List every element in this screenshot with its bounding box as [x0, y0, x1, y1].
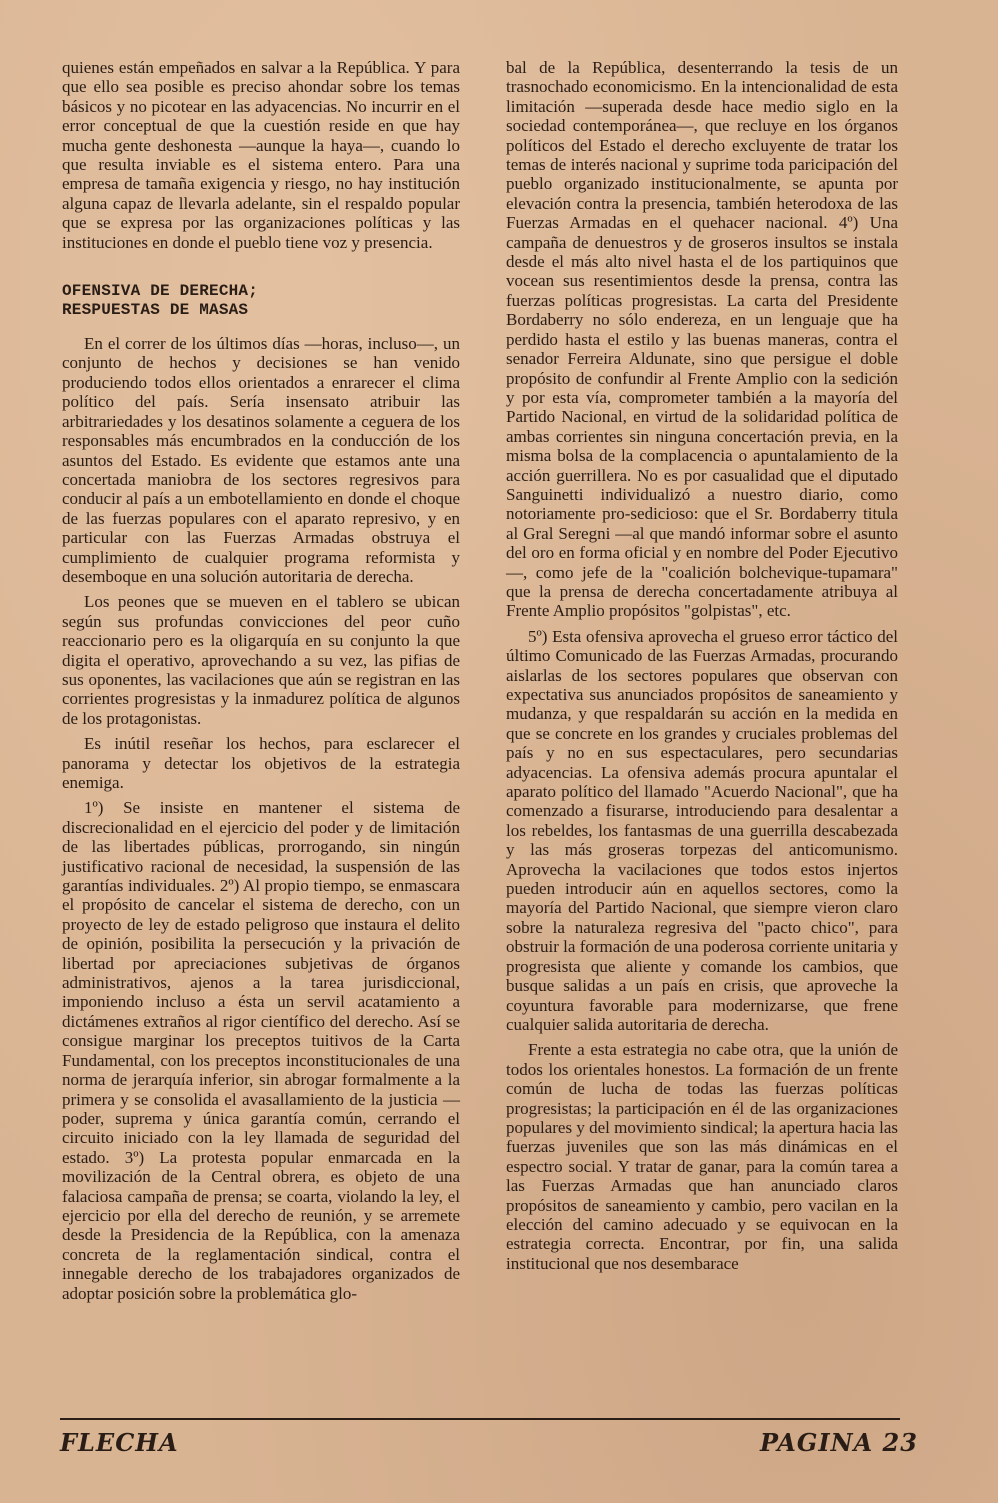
page-number: PAGINA 23 — [760, 1428, 918, 1457]
right-column — [506, 58, 898, 1279]
section-heading-line-2: RESPUESTAS DE MASAS — [62, 301, 249, 320]
left-column — [62, 58, 460, 1309]
paragraph: 5º) Esta ofensiva aprovecha el grueso error táctico del último Comunicado de las Fuerzas Armadas, procurando aislarlas de los sectores populares que observan con expectativa sus anunciados propósitos de saneamiento y mudanza, y que respaldarán su acción en la medida en que se concrete en los grandes y cruciales problemas del país y no en sus espectaculares, pero secundarias adyacencias. La ofensiva además procura apuntalar el aparato político del llamado "Acuerdo Nacional", que ha comenzado a fisurarse, introduciendo para desalentar a los rebeldes, los fantasmas de una guerrilla descabezada y las más groseras torpezas del anticomunismo. Aprovecha la vacilaciones que todos estos injertos pueden introducir aún en aquellos sectores, como la mayoría del Partido Nacional, que siempre vieron claro sobre la naturaleza regresiva del "pacto chico", para obstruir la formación de una poderosa corriente unitaria y progresista que aliente y comande los cambios, que busque salidas a un país en crisis, que aproveche la coyuntura favorable para modernizarse, que frene cualquier salida autoritaria de derecha. — [506, 626, 898, 1034]
footer-rule — [60, 1418, 900, 1420]
paragraph: Los peones que se mueven en el tablero se ubican según sus profundas convicciones del peor cuño reaccionario pero es la oligarquía en su conjunto la que digita el operativo, aprovechando a su vez, las pifias de sus oponentes, las vacilaciones que aún se registran en las corrientes progresistas y la inmadurez política de algunos de los protagonistas. — [62, 592, 460, 728]
section-heading — [62, 282, 460, 320]
paragraph: bal de la República, desenterrando la tesis de un trasnochado economicismo. En la intencionalidad de esta limitación —superada desde hace medio siglo en la sociedad contemporánea—, que recluye en los órganos políticos del Estado el derecho excluyente de tratar los temas de interés nacional y suprime toda paricipación del pueblo organizado institucionalmente, se apunta por elevación contra la presencia, también heterodoxa de las Fuerzas Armadas en el quehacer nacional. 4º) Una campaña de denuestros y de groseros insultos se instala desde el más alto nivel hasta el de los partiquinos que vocean sus resentimientos desde la prensa, contra las fuerzas políticas progresistas. La carta del Presidente Bordaberry no sólo endereza, en un lenguaje que ha perdido hasta el estilo y las buenas maneras, contra el senador Ferreira Aldunate, sino que persigue el doble propósito de confundir al Frente Amplio con la sedición y por esta vía, comprometer también a la mayoría del Partido Nacional, en virtud de la solidaridad política de ambas corrientes sin ninguna concertación previa, en la misma bolsa de la complacencia o apuntalamiento de la acción guerrillera. No es por casualidad que el diputado Sanguinetti individualizó a nuestro diario, como notoriamente pro-sedicioso: que el Sr. Bordaberry titula al Gral Seregni —al que mandó informar sobre el asunto del oro en forma oficial y en nombre del Poder Ejecutivo—, como jefe de la "coalición bolchevique-tupamara" que la prensa de derecha concertadamente atribuya al Frente Amplio propósitos "golpistas", etc. — [506, 58, 898, 621]
paragraph: 1º) Se insiste en mantener el sistema de discrecionalidad en el ejercicio del poder y de limitación de las libertades públicas, prorrogando, sin ningún justificativo racional de necesidad, la suspensión de las garantías individuales. 2º) Al propio tiempo, se enmascara el propósito de cancelar el sistema de derecho, con un proyecto de ley de estado peligroso que instaura el delito de opinión, posibilita la persecución y la privación de libertad por apreciaciones subjetivas de órganos administrativos, ajenos a la tarea jurisdiccional, imponiendo incluso a ésta un servil acatamiento a dictámenes extraños al rigor científico del derecho. Así se consigue marginar los preceptos tuitivos de la Carta Fundamental, con los preceptos inconstitucionales de una norma de jerarquía inferior, sin abrogar formalmente a la primera y se consolida el avasallamiento de la justicia —poder, suprema y única garantía común, cerrando el circuito iniciado con la ley llamada de seguridad del estado. 3º) La protesta popular enmarcada en la movilización de la Central obrera, es objeto de una falaciosa campaña de prensa; se coarta, violando la ley, el ejercicio por ella del derecho de reunión, y se arremete desde la Presidencia de la República, con la amenaza concreta de la reglamentación sindical, contra el innegable derecho de los trabajadores organizados de adoptar posición sobre la problemática glo- — [62, 798, 460, 1303]
paragraph: Es inútil reseñar los hechos, para esclarecer el panorama y detectar los objetivos de la estrategia enemiga. — [62, 734, 460, 792]
section-heading-line-1: OFENSIVA DE DERECHA; — [62, 282, 259, 301]
paragraph: quienes están empeñados en salvar a la República. Y para que ello sea posible es preciso ahondar sobre los temas básicos y no picotear en las adyacencias. No incurrir en el error conceptual de que la cuestión reside en que hay mucha gente deshonesta —aunque la haya—, cuando lo que resulta inviable es el sistema entero. Para una empresa de tamaña exigencia y riesgo, no hay institución alguna capaz de llevarla adelante, sin el respaldo popular que se expresa por las organizaciones políticas y las instituciones en donde el pueblo tiene voz y presencia. — [62, 58, 460, 252]
publication-name: FLECHA — [60, 1428, 179, 1457]
paragraph: En el correr de los últimos días —horas, incluso—, un conjunto de hechos y decisiones se han venido produciendo todos ellos orientados a enrarecer el clima político del país. Sería insensato atribuir las arbitrariedades y los desatinos solamente a ceguera de los responsables más encumbrados en la conducción de los asuntos del Estado. Es evidente que estamos ante una concertada maniobra de los sectores regresivos para conducir al país a un embotellamiento en donde el choque de las fuerzas populares con el aparato represivo, y en particular con las Fuerzas Armadas obstruya el cumplimiento de cualquier programa reformista y desemboque en una solución autoritaria de derecha. — [62, 334, 460, 586]
paragraph: Frente a esta estrategia no cabe otra, que la unión de todos los orientales honestos. La formación de un frente común de lucha de todas las fuerzas políticas progresistas; la participación en él de las organizaciones populares y del movimiento sindical; la apertura hacia las fuerzas juveniles que son las más dinámicas en el espectro social. Y tratar de ganar, para la común tarea a las Fuerzas Armadas que han anunciado claros propósitos de saneamiento y cambio, pero vacilan en la elección del camino adecuado y se equivocan en la estrategia correcta. Encontrar, por fin, una salida institucional que nos desembarace — [506, 1040, 898, 1273]
